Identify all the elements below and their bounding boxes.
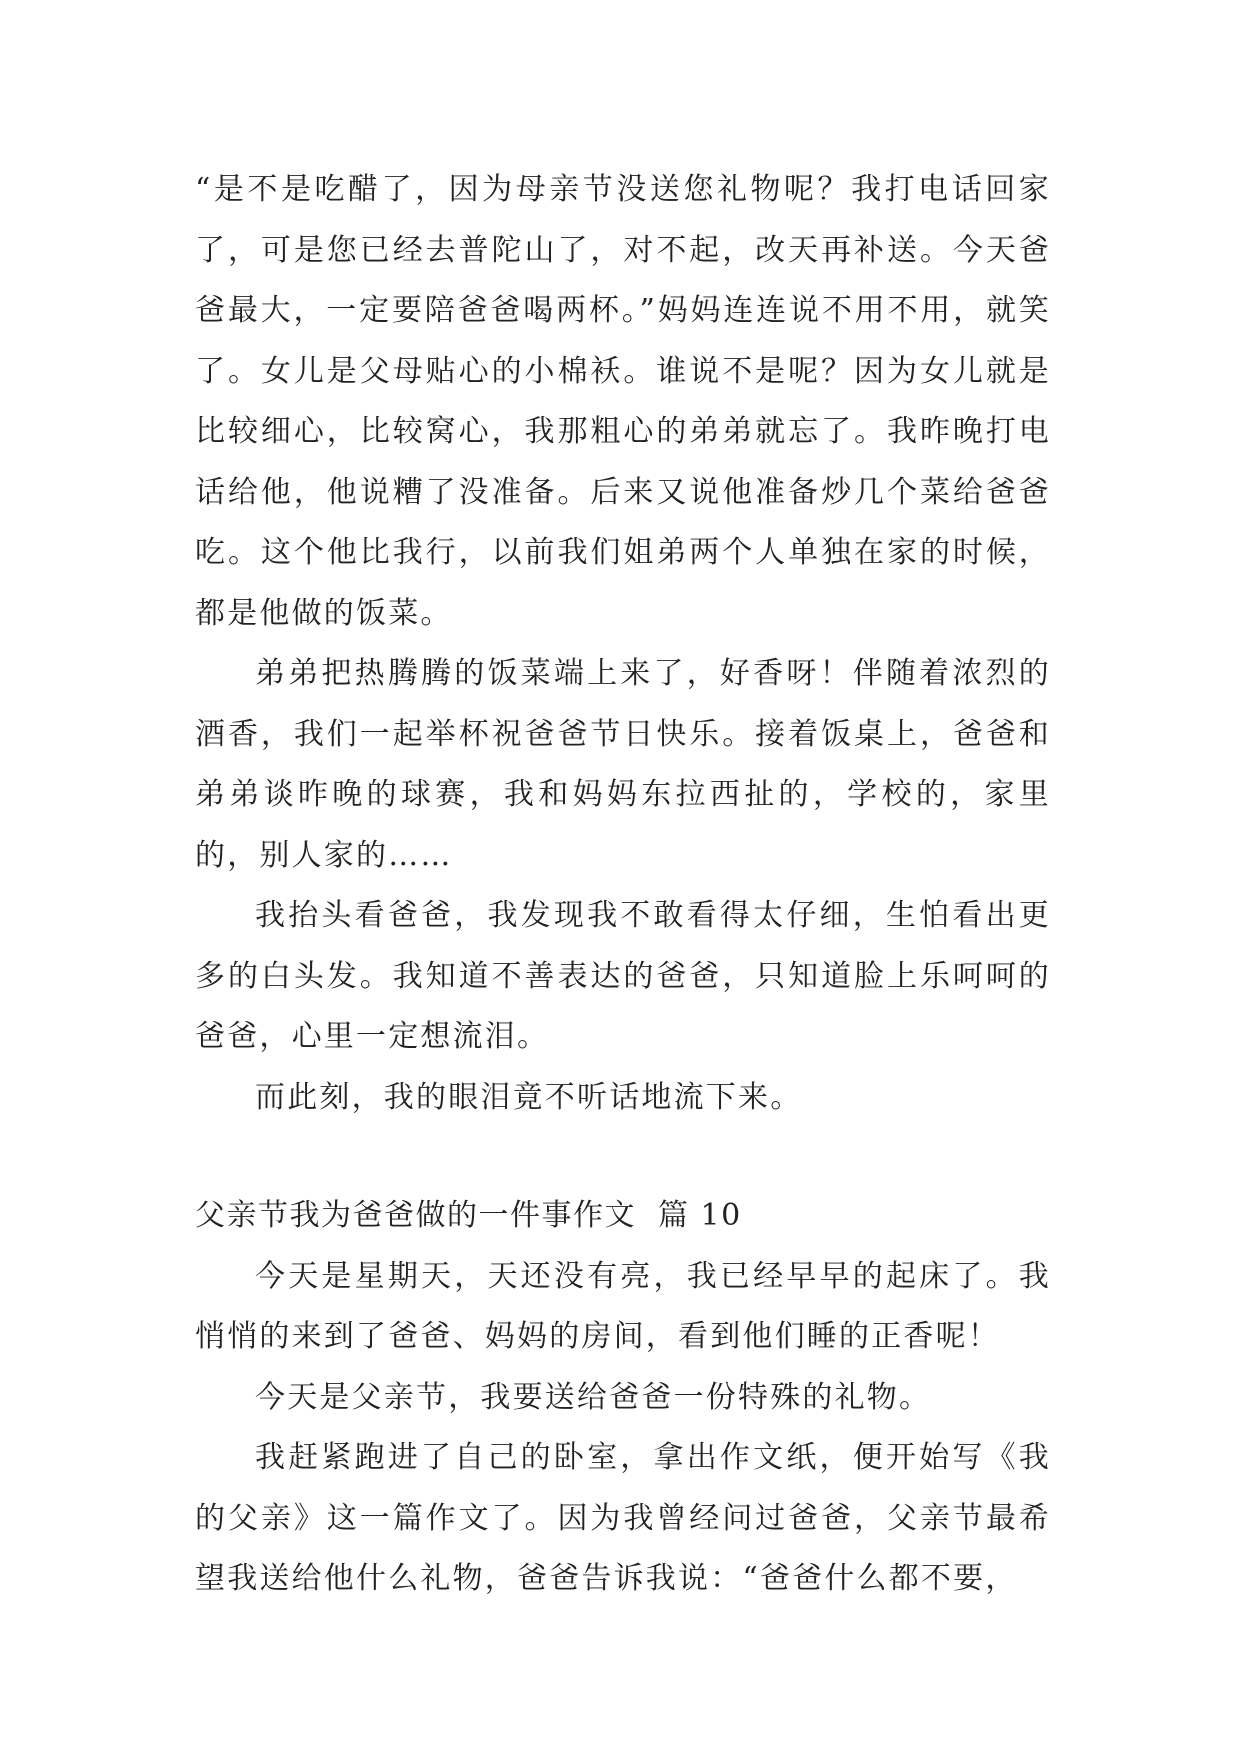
paragraph-5: 今天是星期天，天还没有亮，我已经早早的起床了。我悄悄的来到了爸爸、妈妈的房间，看到他们睡的正香呢！ [195, 1258, 1051, 1354]
paragraph-1: “是不是吃醋了，因为母亲节没送您礼物呢？我打电话回家了，可是您已经去普陀山了，对不起，改天再补送。今天爸爸最大，一定要陪爸爸喝两杯。”妈妈连连说不用不用，就笑了。女儿是父母贴心的小棉袄。谁说不是呢？因为女儿就是比较细心，比较窝心，我那粗心的弟弟就忘了。我昨晚打电话给他，他说糟了没准备。后来又说他准备炒几个菜给爸爸吃。这个他比我行，以前我们姐弟两个人单独在家的时候，都是他做的饭菜。 [195, 172, 1051, 631]
section-gap [195, 1128, 1051, 1186]
paragraph-6: 今天是父亲节，我要送给爸爸一份特殊的礼物。 [255, 1379, 932, 1415]
paragraph-4: 而此刻，我的眼泪竟不听话地流下来。 [255, 1079, 803, 1115]
paragraph-2: 弟弟把热腾腾的饭菜端上来了，好香呀！伴随着浓烈的酒香，我们一起举杯祝爸爸节日快乐。接着饭桌上，爸爸和弟弟谈昨晚的球赛，我和妈妈东拉西扯的，学校的，家里的，别人家的…… [195, 656, 1051, 873]
paragraph-3: 我抬头看爸爸，我发现我不敢看得太仔细，生怕看出更多的白头发。我知道不善表达的爸爸，只知道脸上乐呵呵的爸爸，心里一定想流泪。 [195, 898, 1051, 1054]
section-heading-title: 父亲节我为爸爸做的一件事作文 [195, 1198, 636, 1233]
section-heading [195, 1186, 1051, 1247]
document-page [195, 160, 1051, 1610]
section-heading-label: 篇 10 [658, 1198, 742, 1233]
paragraph-7: 我赶紧跑进了自己的卧室，拿出作文纸，便开始写《我的父亲》这一篇作文了。因为我曾经问过爸爸，父亲节最希望我送给他什么礼物，爸爸告诉我说：“爸爸什么都不要， [195, 1440, 1051, 1596]
